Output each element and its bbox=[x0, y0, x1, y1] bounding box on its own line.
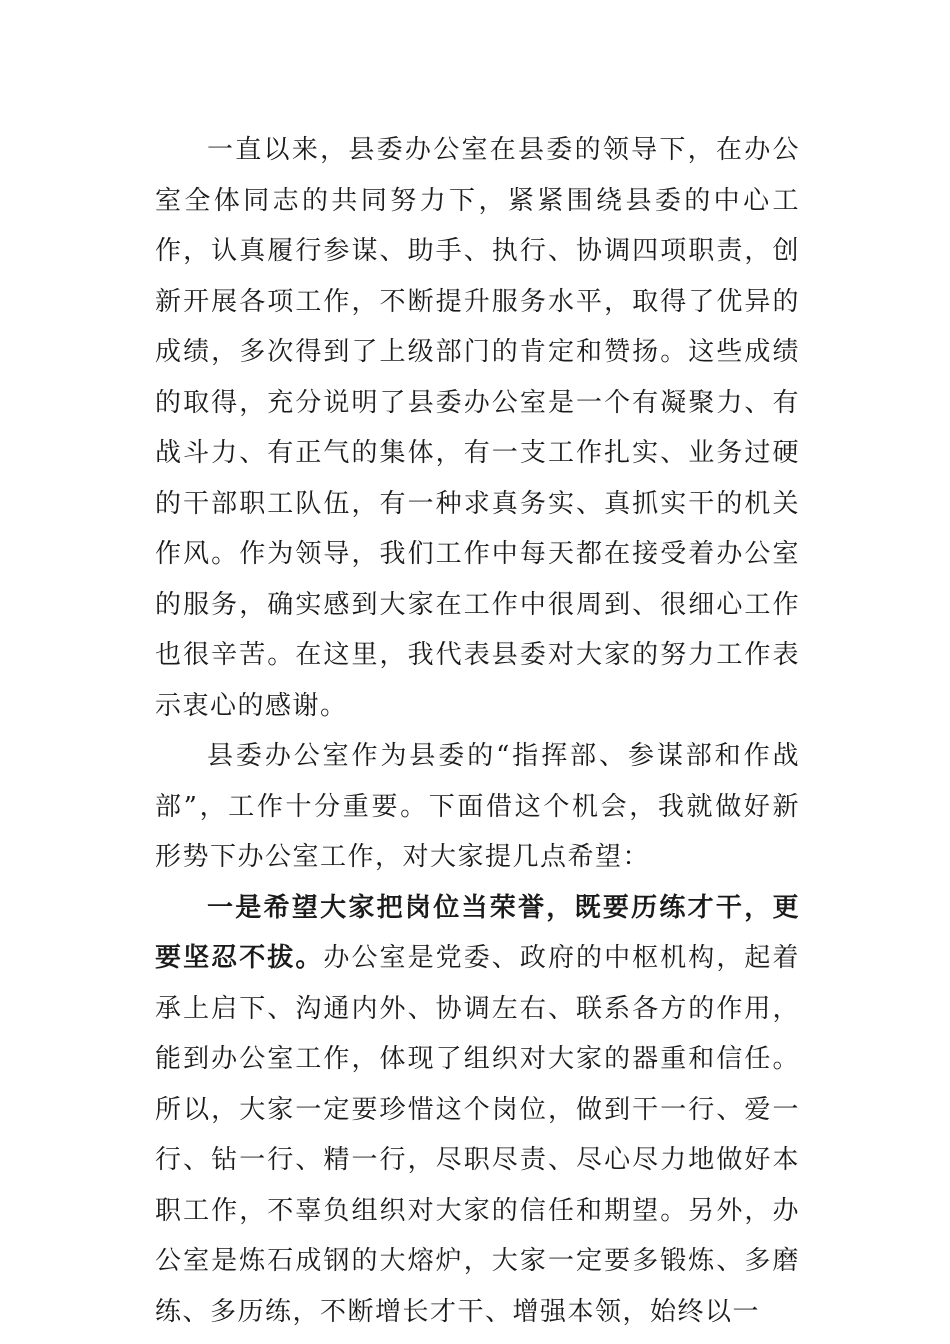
paragraph-2 bbox=[155, 731, 800, 883]
paragraph-2-text: 县委办公室作为县委的“指挥部、参谋部和作战部”，工作十分重要。下面借这个机会，我就做好新形势下办公室工作，对大家提几点希望： bbox=[155, 741, 800, 872]
document-body bbox=[155, 125, 800, 1337]
paragraph-3-text: 办公室是党委、政府的中枢机构，起着承上启下、沟通内外、协调左右、联系各方的作用，能到办公室工作，体现了组织对大家的器重和信任。所以，大家一定要珍惜这个岗位，做到干一行、爱一行、钻一行、精一行，尽职尽责、尽心尽力地做好本职工作，不辜负组织对大家的信任和期望。另外，办公室是炼石成钢的大熔炉，大家一定要多锻炼、多磨练、多历练，不断增长才干、增强本领，始终以一 bbox=[155, 943, 800, 1327]
paragraph-1-text: 一直以来，县委办公室在县委的领导下，在办公室全体同志的共同努力下，紧紧围绕县委的中心工作，认真履行参谋、助手、执行、协调四项职责，创新开展各项工作，不断提升服务水平，取得了优异的成绩，多次得到了上级部门的肯定和赞扬。这些成绩的取得，充分说明了县委办公室是一个有凝聚力、有战斗力、有正气的集体，有一支工作扎实、业务过硬的干部职工队伍，有一种求真务实、真抓实干的机关作风。作为领导，我们工作中每天都在接受着办公室的服务，确实感到大家在工作中很周到、很细心工作也很辛苦。在这里，我代表县委对大家的努力工作表示衷心的感谢。 bbox=[155, 135, 800, 721]
paragraph-3 bbox=[155, 883, 800, 1338]
paragraph-1 bbox=[155, 125, 800, 731]
paragraph-3-lead: 一是希望大家把岗位当荣誉，既要历练才干，更要坚忍不拔。 bbox=[155, 892, 800, 973]
